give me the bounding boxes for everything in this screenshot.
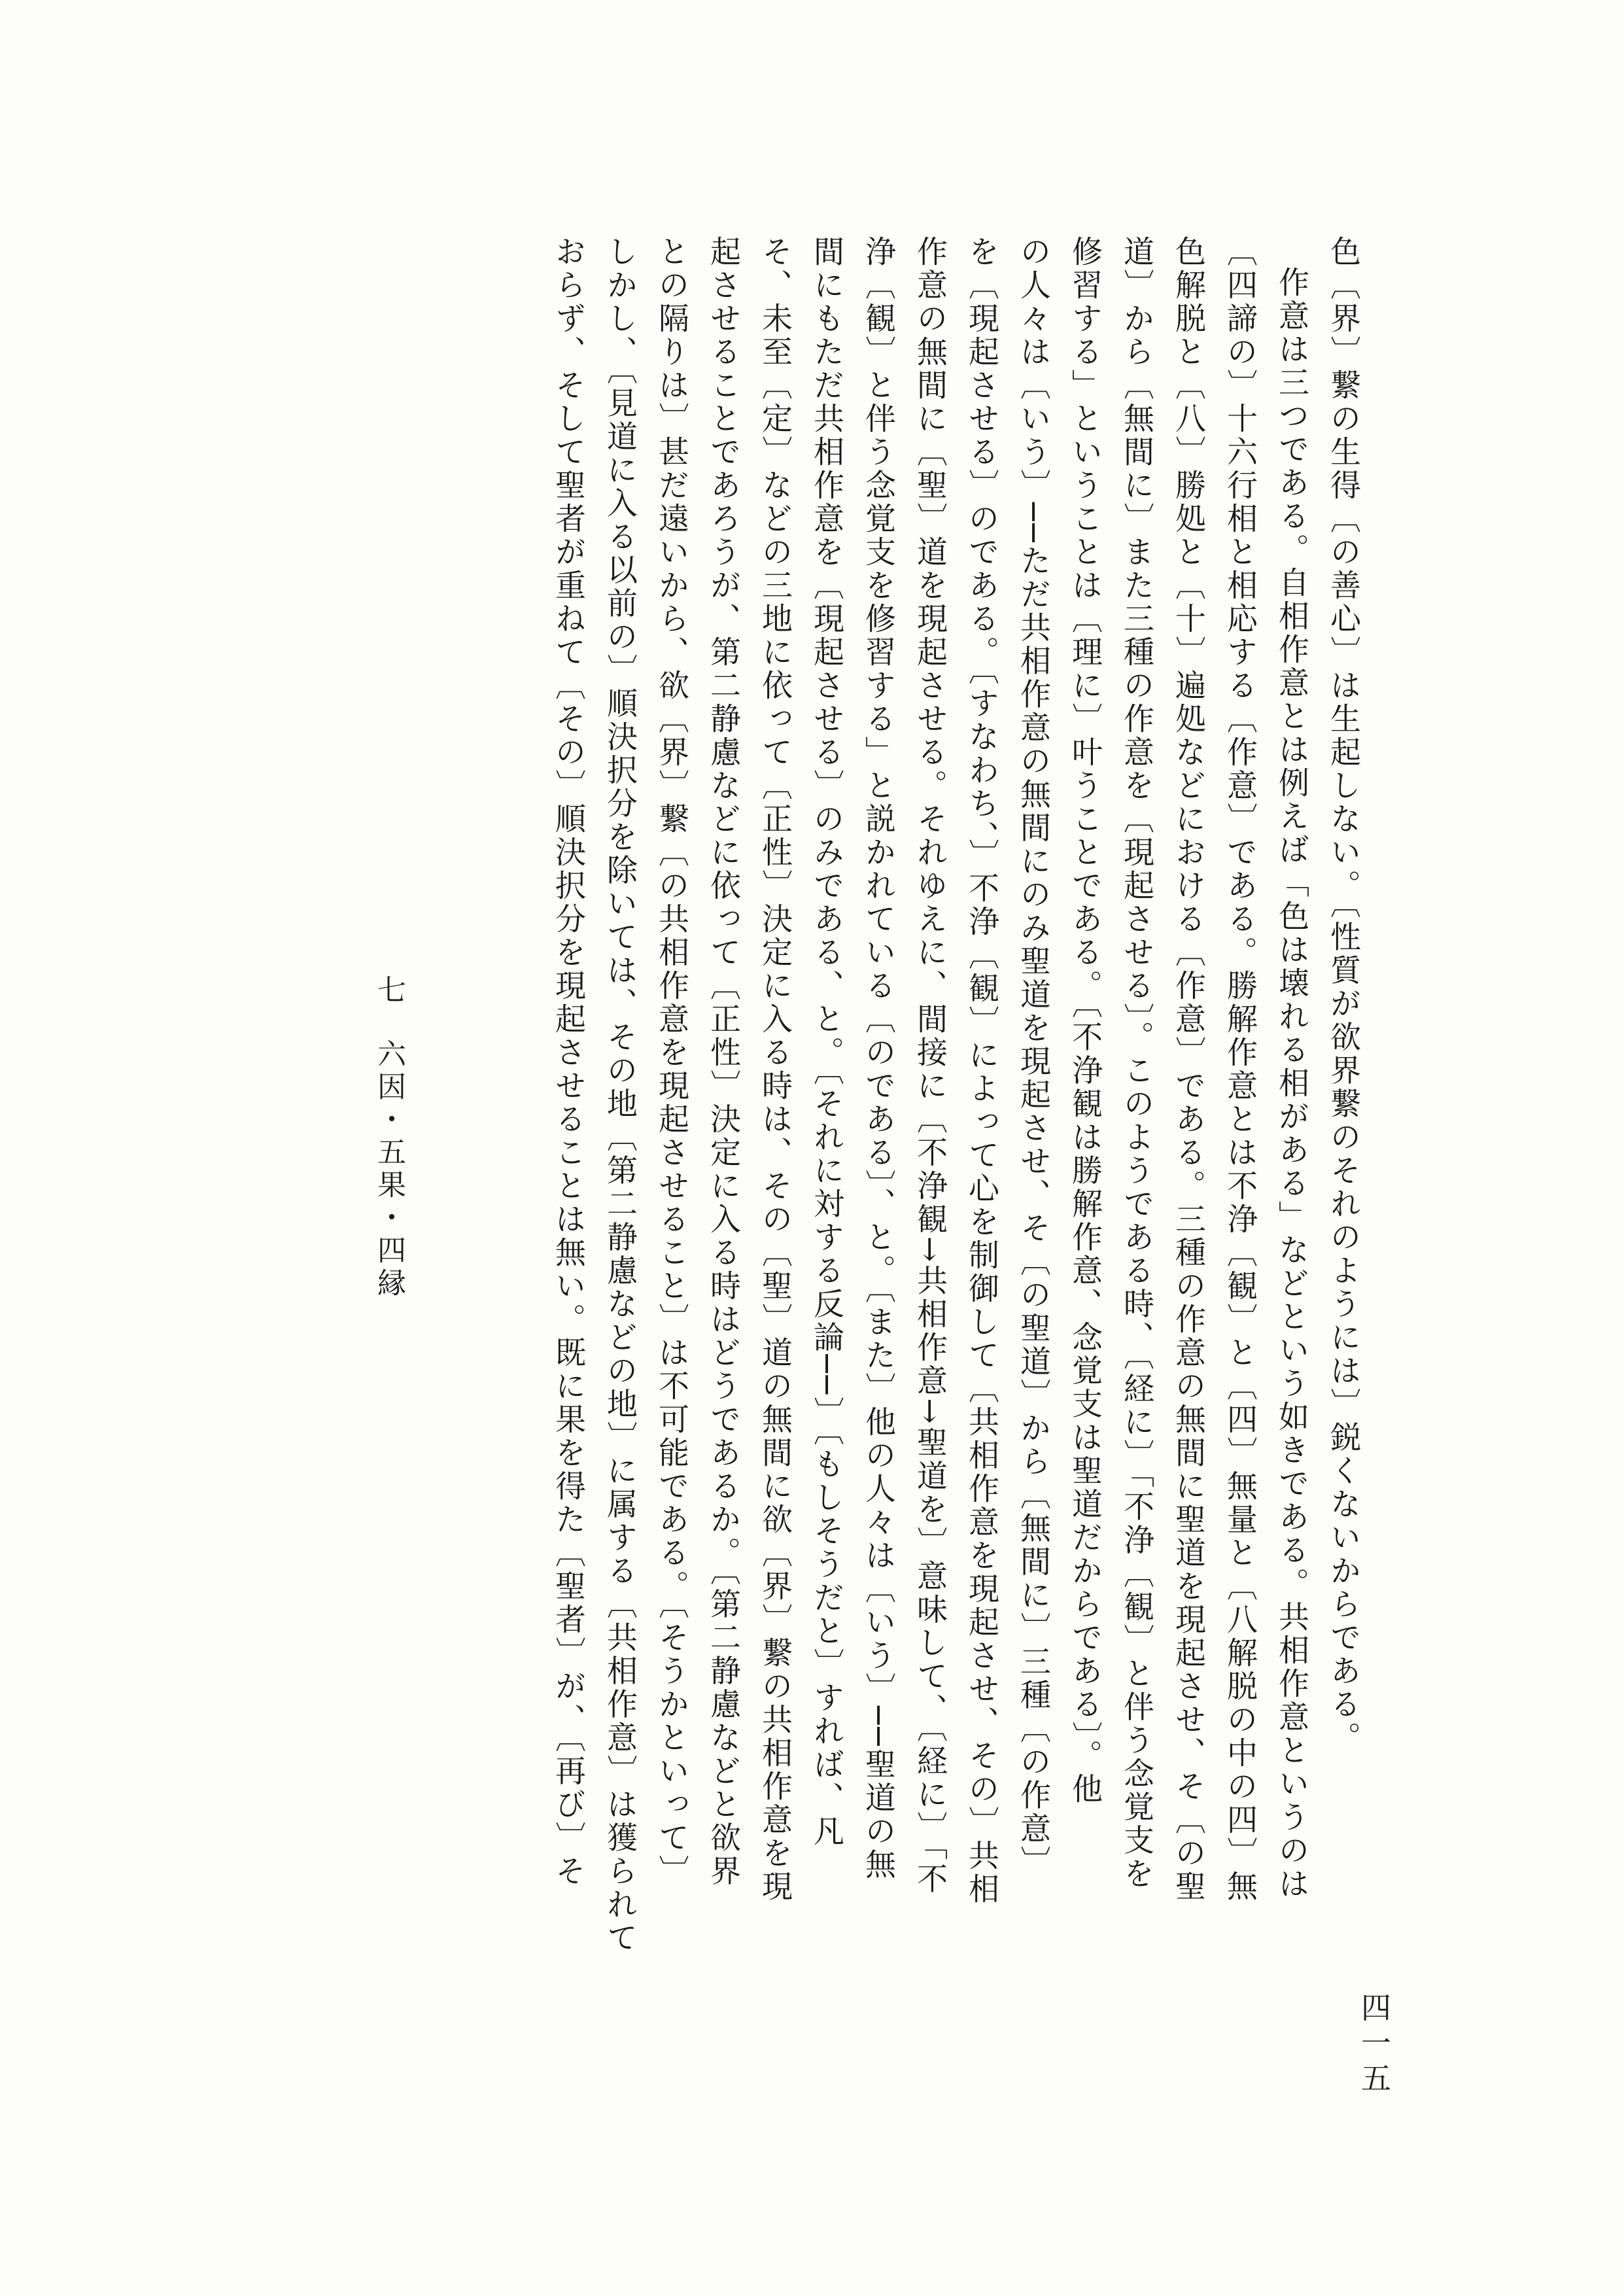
text-line: そ、未至〔定〕などの三地に依って〔正性〕決定に入る時は、その〔聖〕道の無間に欲〔界〕繋の共相作意を現 <box>757 235 793 1904</box>
text-line: を〔現起させる〕のである。〔すなわち、〕不浄〔観〕によって心を制御して〔共相作意を現起させ、その〕共相 <box>963 235 999 1906</box>
chapter-title: 六因・五果・四縁 <box>372 1039 406 1300</box>
text-line: 色解脱と〔八〕勝処と〔十〕遍処などにおける〔作意〕である。三種の作意の無間に聖道を現起させ、そ〔の聖 <box>1170 235 1206 1904</box>
text-line: 作意の無間に〔聖〕道を現起させる。それゆえに、間接に〔不浄観→共相作意→聖道を〕意味して、〔経に〕「不 <box>912 235 948 1896</box>
text-line: 修習する」ということは〔理に〕叶うことである。〔不浄観は勝解作意、念覚支は聖道だからである〕。他 <box>1067 235 1103 1806</box>
text-line: 色〔界〕繋の生得〔の善心〕は生起しない。〔性質が欲界繋のそれのようには〕鋭くないからである。 <box>1325 235 1361 1755</box>
text-line: の人々は〔いう〕──ただ共相作意の無間にのみ聖道を現起させ、そ〔の聖道〕から〔無間に〕三種〔の作意〕 <box>1015 235 1051 1879</box>
text-line: 浄〔観〕と伴う念覚支を修習する」と説かれている〔のである〕、と。〔また〕他の人々は〔いう〕──聖道の無 <box>860 235 896 1882</box>
text-line: 道〕から〔無間に〕また三種の作意を〔現起させる〕。このようである時、〔経に〕「不浄〔観〕と伴う念覚支を <box>1118 235 1154 1891</box>
text-line: 起させることであろうが、第二静慮などに依って〔正性〕決定に入る時はどうであるか。〔第二静慮などと欲界 <box>705 235 741 1888</box>
body-text <box>542 235 1369 1955</box>
text-line: 〔四諦の〕十六行相と相応する〔作意〕である。勝解作意とは不浄〔観〕と〔四〕無量と〔八解脱の中の四〕無 <box>1222 235 1258 1904</box>
running-header <box>368 975 409 1300</box>
text-line: との隔りは〕甚だ遠いから、欲〔界〕繋〔の共相作意を現起させること〕は不可能である。〔そうかといって〕 <box>653 235 689 1888</box>
text-line: しかし、〔見道に入る以前の〕順決択分を除いては、その地〔第二静慮などの地〕に属する〔共相作意〕は獲られて <box>602 235 638 1955</box>
chapter-number: 七 <box>372 975 406 1007</box>
text-line: 間にもただ共相作意を〔現起させる〕のみである、と。〔それに対する反論──〕〔もしそうだと〕すれば、凡 <box>808 235 844 1849</box>
text-line: おらず、そして聖者が重ねて〔その〕順決択分を現起させることは無い。既に果を得た〔聖者〕が、〔再び〕そ <box>550 235 586 1888</box>
text-line: 作意は三つである。自相作意とは例えば「色は壊れる相がある」などという如きである。共相作意というのは <box>1273 266 1309 1901</box>
page-number: 四一五 <box>1356 1992 1392 2098</box>
